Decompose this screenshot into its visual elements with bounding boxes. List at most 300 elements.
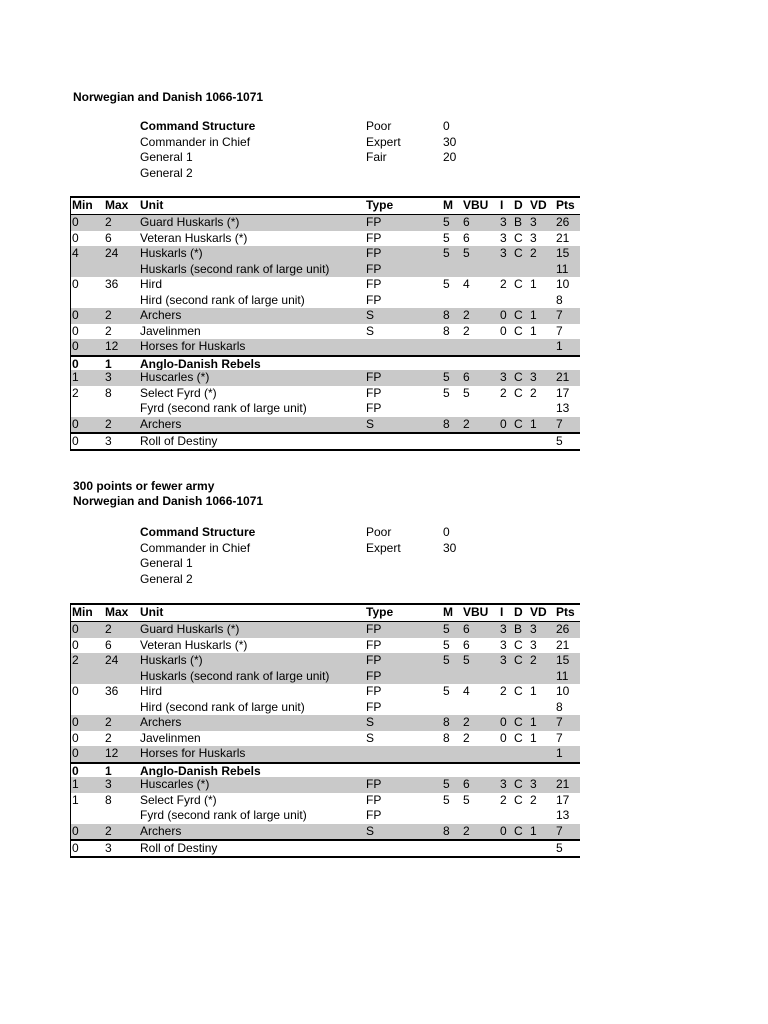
cell-min: 0 xyxy=(72,730,79,745)
cell-unit: Archers xyxy=(140,715,182,729)
command-label: Command Structure xyxy=(140,119,256,133)
cell-i: 3 xyxy=(500,653,507,667)
cell-vbu: 5 xyxy=(463,653,470,667)
cell-vbu: 2 xyxy=(463,730,470,745)
cell-d: C xyxy=(514,370,523,384)
cell-unit: Archers xyxy=(140,308,182,322)
cell-m: 8 xyxy=(443,323,450,338)
cell-vd: 1 xyxy=(530,323,537,338)
column-header-d: D xyxy=(514,198,523,212)
cell-d: C xyxy=(514,823,523,838)
cell-type: FP xyxy=(366,792,382,807)
cell-vd: 2 xyxy=(530,385,537,400)
table-row xyxy=(70,700,580,716)
table-row xyxy=(70,401,580,417)
command-row xyxy=(0,135,768,151)
command-rating: Poor xyxy=(366,119,392,133)
cell-vd: 2 xyxy=(530,792,537,807)
table-row xyxy=(70,622,580,638)
command-rating: Expert xyxy=(366,540,401,555)
cell-vd: 3 xyxy=(530,777,537,791)
cell-i: 0 xyxy=(500,730,507,745)
cell-type: FP xyxy=(366,215,382,229)
cell-vbu: 2 xyxy=(463,416,470,431)
cell-min: 1 xyxy=(72,792,79,807)
cell-pts: 1 xyxy=(556,746,563,760)
cell-max: 2 xyxy=(105,416,112,431)
cell-m: 8 xyxy=(443,823,450,838)
command-rating: Poor xyxy=(366,525,392,539)
cell-min: 0 xyxy=(72,416,79,431)
cell-vd: 2 xyxy=(530,653,537,667)
cell-pts: 11 xyxy=(556,261,569,276)
table-row xyxy=(70,262,580,278)
command-row xyxy=(0,556,768,572)
cell-min: 4 xyxy=(72,246,79,260)
command-row xyxy=(0,541,768,557)
column-header-max: Max xyxy=(105,605,129,619)
cell-unit: Javelinmen xyxy=(140,323,201,338)
column-header-pts: Pts xyxy=(556,198,575,212)
cell-vbu: 2 xyxy=(463,308,470,322)
cell-pts: 26 xyxy=(556,215,570,229)
cell-m: 5 xyxy=(443,622,450,636)
cell-unit: Huskarls (second rank of large unit) xyxy=(140,668,330,683)
cell-unit: Huskarls (*) xyxy=(140,246,203,260)
cell-pts: 10 xyxy=(556,277,570,291)
command-points: 30 xyxy=(443,540,457,555)
cell-min: 0 xyxy=(72,339,79,353)
table-row xyxy=(70,339,580,355)
cell-type: FP xyxy=(366,292,382,307)
cell-vd: 1 xyxy=(530,715,537,729)
cell-min: 0 xyxy=(72,684,79,698)
table-row xyxy=(70,839,580,857)
cell-vbu: 2 xyxy=(463,715,470,729)
cell-vbu: 2 xyxy=(463,323,470,338)
cell-pts: 7 xyxy=(556,323,563,338)
cell-vd: 3 xyxy=(530,622,537,636)
table-row xyxy=(70,432,580,450)
cell-type: FP xyxy=(366,370,382,384)
table-row xyxy=(70,386,580,402)
column-header-type: Type xyxy=(366,198,394,212)
cell-type: FP xyxy=(366,777,382,791)
cell-min: 0 xyxy=(72,622,79,636)
cell-i: 2 xyxy=(500,792,507,807)
cell-d: C xyxy=(514,230,523,245)
cell-type: FP xyxy=(366,668,382,683)
cell-d: B xyxy=(514,215,523,229)
cell-d: C xyxy=(514,277,523,291)
cell-max: 2 xyxy=(105,730,112,745)
cell-vd: 3 xyxy=(530,370,537,384)
cell-d: C xyxy=(514,730,523,745)
table-header-row xyxy=(70,603,580,622)
cell-vd: 3 xyxy=(530,230,537,245)
cell-max: 3 xyxy=(105,370,112,384)
cell-m: 5 xyxy=(443,684,450,698)
cell-unit: Huscarles (*) xyxy=(140,370,210,384)
command-structure-header xyxy=(0,525,768,541)
cell-i: 3 xyxy=(500,637,507,652)
column-header-d: D xyxy=(514,605,523,619)
cell-max: 8 xyxy=(105,792,112,807)
cell-pts: 1 xyxy=(556,339,563,353)
cell-unit: Veteran Huskarls (*) xyxy=(140,230,248,245)
cell-m: 5 xyxy=(443,277,450,291)
cell-vbu: 5 xyxy=(463,246,470,260)
column-header-vd: VD xyxy=(530,198,547,212)
table-bottom-border xyxy=(70,449,580,451)
cell-min: 0 xyxy=(72,637,79,652)
table-row xyxy=(70,324,580,340)
column-header-vbu: VBU xyxy=(463,198,489,212)
command-points: 30 xyxy=(443,134,457,149)
cell-type: FP xyxy=(366,261,382,276)
cell-unit: Roll of Destiny xyxy=(140,434,218,448)
cell-m: 5 xyxy=(443,637,450,652)
cell-min: 2 xyxy=(72,385,79,400)
cell-pts: 7 xyxy=(556,823,563,838)
cell-vbu: 2 xyxy=(463,823,470,838)
table-row xyxy=(70,653,580,669)
table-row xyxy=(70,684,580,700)
cell-m: 5 xyxy=(443,792,450,807)
column-header-min: Min xyxy=(72,198,93,212)
cell-max: 2 xyxy=(105,323,112,338)
cell-m: 8 xyxy=(443,416,450,431)
command-label: Commander in Chief xyxy=(140,540,251,555)
table-row xyxy=(70,370,580,386)
cell-min: 0 xyxy=(72,323,79,338)
command-structure-header xyxy=(0,119,768,135)
cell-type: S xyxy=(366,823,375,838)
cell-max: 36 xyxy=(105,684,119,698)
cell-pts: 7 xyxy=(556,308,563,322)
cell-vbu: 6 xyxy=(463,622,470,636)
cell-d: C xyxy=(514,308,523,322)
table-row xyxy=(70,808,580,824)
cell-min: 1 xyxy=(72,777,79,791)
table-row xyxy=(70,277,580,293)
table-row xyxy=(70,824,580,840)
column-header-type: Type xyxy=(366,605,394,619)
command-label: Commander in Chief xyxy=(140,134,251,149)
cell-max: 3 xyxy=(105,777,112,791)
cell-unit: Fyrd (second rank of large unit) xyxy=(140,401,307,415)
section-title: Norwegian and Danish 1066-1071 xyxy=(73,494,264,508)
cell-m: 5 xyxy=(443,777,450,791)
cell-pts: 17 xyxy=(556,385,570,400)
table-row xyxy=(70,293,580,309)
table-row xyxy=(70,638,580,654)
cell-vbu: 6 xyxy=(463,370,470,384)
cell-min: 0 xyxy=(72,841,79,855)
cell-i: 2 xyxy=(500,684,507,698)
column-header-vbu: VBU xyxy=(463,605,489,619)
cell-i: 3 xyxy=(500,246,507,260)
cell-type: S xyxy=(366,715,375,729)
cell-pts: 10 xyxy=(556,684,570,698)
column-header-min: Min xyxy=(72,605,93,619)
cell-pts: 5 xyxy=(556,434,563,448)
cell-m: 5 xyxy=(443,385,450,400)
cell-i: 3 xyxy=(500,622,507,636)
cell-m: 8 xyxy=(443,730,450,745)
column-header-pts: Pts xyxy=(556,605,575,619)
cell-d: C xyxy=(514,777,523,791)
cell-max: 3 xyxy=(105,841,112,855)
column-header-unit: Unit xyxy=(140,605,164,619)
cell-max: 2 xyxy=(105,308,112,322)
cell-d: C xyxy=(514,653,523,667)
cell-unit: Guard Huskarls (*) xyxy=(140,215,240,229)
cell-m: 8 xyxy=(443,715,450,729)
cell-min: 0 xyxy=(72,308,79,322)
cell-type: FP xyxy=(366,637,382,652)
cell-d: C xyxy=(514,246,523,260)
cell-pts: 21 xyxy=(556,370,570,384)
cell-i: 2 xyxy=(500,385,507,400)
cell-vd: 1 xyxy=(530,823,537,838)
cell-d: C xyxy=(514,416,523,431)
cell-i: 3 xyxy=(500,777,507,791)
cell-type: FP xyxy=(366,653,382,667)
cell-d: C xyxy=(514,684,523,698)
cell-min: 0 xyxy=(72,715,79,729)
cell-type: FP xyxy=(366,277,382,291)
table-row xyxy=(70,215,580,231)
cell-unit: Select Fyrd (*) xyxy=(140,792,217,807)
cell-type: FP xyxy=(366,401,382,415)
cell-max: 2 xyxy=(105,823,112,838)
cell-vd: 1 xyxy=(530,416,537,431)
cell-vd: 3 xyxy=(530,637,537,652)
cell-d: C xyxy=(514,385,523,400)
cell-type: FP xyxy=(366,385,382,400)
cell-d: B xyxy=(514,622,523,636)
cell-d: C xyxy=(514,323,523,338)
cell-min: 0 xyxy=(72,230,79,245)
cell-i: 0 xyxy=(500,715,507,729)
cell-pts: 5 xyxy=(556,841,563,855)
table-header-row xyxy=(70,196,580,215)
table-row xyxy=(70,417,580,433)
cell-type: FP xyxy=(366,230,382,245)
column-header-m: M xyxy=(443,198,453,212)
column-header-m: M xyxy=(443,605,453,619)
cell-m: 5 xyxy=(443,246,450,260)
cell-max: 24 xyxy=(105,653,119,667)
cell-min: 0 xyxy=(72,215,79,229)
cell-max: 36 xyxy=(105,277,119,291)
cell-i: 0 xyxy=(500,323,507,338)
cell-vbu: 6 xyxy=(463,637,470,652)
cell-d: C xyxy=(514,792,523,807)
table-left-border xyxy=(70,196,71,450)
cell-pts: 8 xyxy=(556,292,563,307)
table-row xyxy=(70,793,580,809)
cell-type: S xyxy=(366,323,375,338)
cell-pts: 17 xyxy=(556,792,570,807)
table-row xyxy=(70,746,580,762)
cell-max: 6 xyxy=(105,230,112,245)
cell-type: FP xyxy=(366,808,382,822)
cell-max: 2 xyxy=(105,715,112,729)
cell-type: FP xyxy=(366,699,382,714)
cell-min: 0 xyxy=(72,823,79,838)
cell-pts: 26 xyxy=(556,622,570,636)
cell-type: S xyxy=(366,730,375,745)
cell-m: 8 xyxy=(443,308,450,322)
cell-unit: Archers xyxy=(140,416,182,431)
cell-unit: Horses for Huskarls xyxy=(140,746,246,760)
cell-d: C xyxy=(514,715,523,729)
cell-vbu: 5 xyxy=(463,792,470,807)
cell-unit: Veteran Huskarls (*) xyxy=(140,637,248,652)
cell-m: 5 xyxy=(443,215,450,229)
cell-pts: 13 xyxy=(556,401,570,415)
cell-type: FP xyxy=(366,246,382,260)
table-row xyxy=(70,731,580,747)
cell-max: 1 xyxy=(105,763,112,778)
table-row xyxy=(70,231,580,247)
section-title: 300 points or fewer army xyxy=(73,479,215,493)
cell-min: 0 xyxy=(72,763,79,778)
table-row xyxy=(70,715,580,731)
cell-type: FP xyxy=(366,622,382,636)
cell-vbu: 5 xyxy=(463,385,470,400)
cell-vbu: 6 xyxy=(463,215,470,229)
table-left-border xyxy=(70,603,71,857)
cell-unit: Horses for Huskarls xyxy=(140,339,246,353)
cell-m: 5 xyxy=(443,370,450,384)
cell-unit: Huscarles (*) xyxy=(140,777,210,791)
table-row xyxy=(70,308,580,324)
column-header-unit: Unit xyxy=(140,198,164,212)
column-header-vd: VD xyxy=(530,605,547,619)
cell-pts: 11 xyxy=(556,668,569,683)
cell-unit: Hird xyxy=(140,277,163,291)
cell-vd: 1 xyxy=(530,730,537,745)
cell-type: FP xyxy=(366,684,382,698)
cell-max: 12 xyxy=(105,339,119,353)
command-row xyxy=(0,150,768,166)
cell-unit: Roll of Destiny xyxy=(140,841,218,855)
cell-pts: 21 xyxy=(556,230,570,245)
cell-min: 0 xyxy=(72,277,79,291)
cell-i: 0 xyxy=(500,823,507,838)
cell-vd: 1 xyxy=(530,308,537,322)
cell-type: S xyxy=(366,308,375,322)
cell-max: 2 xyxy=(105,622,112,636)
cell-min: 0 xyxy=(72,746,79,760)
cell-unit: Fyrd (second rank of large unit) xyxy=(140,808,307,822)
cell-max: 24 xyxy=(105,246,119,260)
command-label: General 1 xyxy=(140,150,193,164)
cell-min: 0 xyxy=(72,356,79,371)
cell-max: 1 xyxy=(105,356,112,371)
cell-vbu: 4 xyxy=(463,277,470,291)
cell-unit: Archers xyxy=(140,823,182,838)
cell-pts: 8 xyxy=(556,699,563,714)
cell-vbu: 6 xyxy=(463,230,470,245)
command-label: Command Structure xyxy=(140,525,256,539)
cell-i: 0 xyxy=(500,416,507,431)
cell-pts: 7 xyxy=(556,416,563,431)
cell-pts: 15 xyxy=(556,653,570,667)
cell-vd: 1 xyxy=(530,277,537,291)
table-row xyxy=(70,777,580,793)
cell-unit: Anglo-Danish Rebels xyxy=(140,356,261,371)
cell-max: 2 xyxy=(105,215,112,229)
command-row xyxy=(0,166,768,182)
cell-max: 6 xyxy=(105,637,112,652)
cell-type: S xyxy=(366,416,375,431)
cell-pts: 15 xyxy=(556,246,570,260)
command-label: General 1 xyxy=(140,556,193,570)
cell-pts: 7 xyxy=(556,730,563,745)
cell-max: 8 xyxy=(105,385,112,400)
cell-d: C xyxy=(514,637,523,652)
column-header-max: Max xyxy=(105,198,129,212)
cell-min: 1 xyxy=(72,370,79,384)
cell-pts: 21 xyxy=(556,777,570,791)
cell-unit: Anglo-Danish Rebels xyxy=(140,763,261,778)
cell-vbu: 6 xyxy=(463,777,470,791)
command-row xyxy=(0,572,768,588)
command-label: General 2 xyxy=(140,571,193,586)
table-row xyxy=(70,669,580,685)
column-header-i: I xyxy=(500,605,504,619)
cell-unit: Hird xyxy=(140,684,163,698)
cell-max: 12 xyxy=(105,746,119,760)
cell-i: 2 xyxy=(500,277,507,291)
table-row xyxy=(70,246,580,262)
command-points: 20 xyxy=(443,150,457,164)
cell-min: 0 xyxy=(72,434,79,448)
cell-pts: 21 xyxy=(556,637,570,652)
command-rating: Fair xyxy=(366,150,387,164)
section-title: Norwegian and Danish 1066-1071 xyxy=(73,90,264,104)
command-rating: Expert xyxy=(366,134,401,149)
cell-min: 2 xyxy=(72,653,79,667)
cell-pts: 13 xyxy=(556,808,570,822)
cell-pts: 7 xyxy=(556,715,563,729)
command-points: 0 xyxy=(443,525,450,539)
cell-unit: Huskarls (*) xyxy=(140,653,203,667)
command-points: 0 xyxy=(443,119,450,133)
cell-unit: Hird (second rank of large unit) xyxy=(140,699,305,714)
cell-vd: 2 xyxy=(530,246,537,260)
cell-unit: Huskarls (second rank of large unit) xyxy=(140,261,330,276)
cell-unit: Guard Huskarls (*) xyxy=(140,622,240,636)
cell-unit: Select Fyrd (*) xyxy=(140,385,217,400)
cell-i: 3 xyxy=(500,230,507,245)
cell-i: 3 xyxy=(500,215,507,229)
table-bottom-border xyxy=(70,856,580,858)
cell-max: 3 xyxy=(105,434,112,448)
cell-i: 3 xyxy=(500,370,507,384)
command-label: General 2 xyxy=(140,165,193,180)
cell-vd: 1 xyxy=(530,684,537,698)
cell-unit: Hird (second rank of large unit) xyxy=(140,292,305,307)
column-header-i: I xyxy=(500,198,504,212)
cell-m: 5 xyxy=(443,230,450,245)
cell-i: 0 xyxy=(500,308,507,322)
cell-unit: Javelinmen xyxy=(140,730,201,745)
